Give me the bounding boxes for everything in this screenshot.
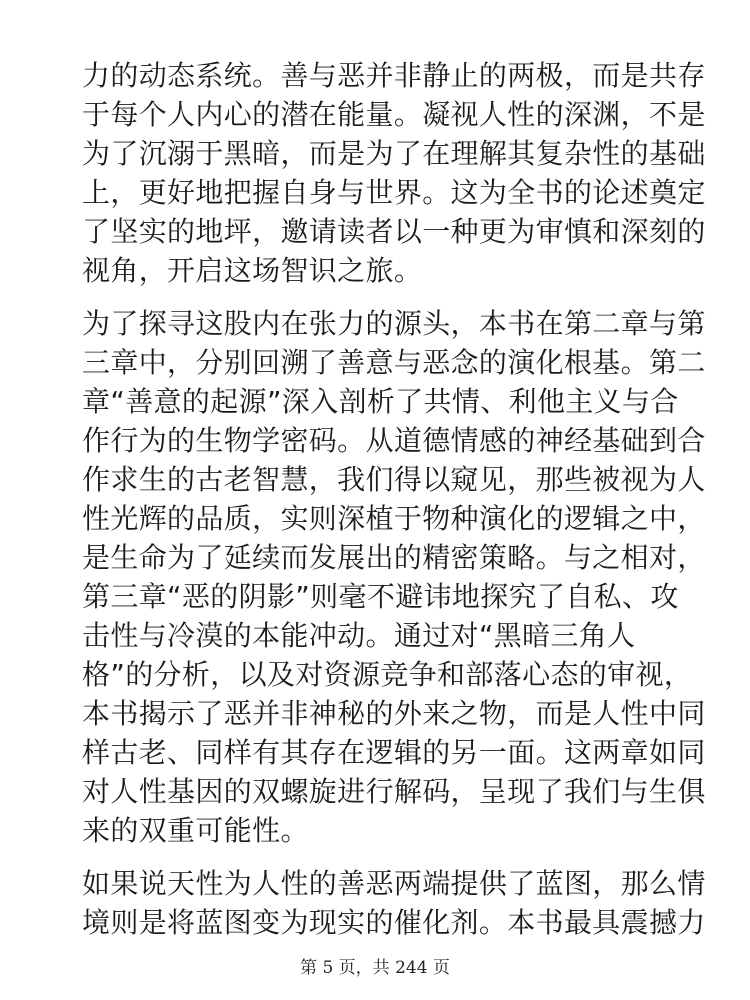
text-line: 来的双重可能性。 bbox=[82, 814, 309, 847]
text-line: 击性与冷漠的本能冲动。通过对“黑暗三角人 bbox=[82, 619, 636, 652]
current-page-number: 5 bbox=[322, 958, 334, 978]
page-footer bbox=[0, 956, 750, 980]
text-line: 性光辉的品质，实则深植于物种演化的逻辑之中， bbox=[82, 502, 706, 535]
text-line: 境则是将蓝图变为现实的催化剂。本书最具震撼力 bbox=[82, 906, 706, 939]
text-line: 章“善意的起源”深入剖析了共情、利他主义与合 bbox=[82, 385, 679, 418]
paragraph-1 bbox=[82, 56, 706, 290]
text-line: 了坚实的地坪，邀请读者以一种更为审慎和深刻的 bbox=[82, 215, 706, 248]
paragraph-3 bbox=[82, 864, 706, 942]
text-line: 对人性基因的双螺旋进行解码，呈现了我们与生俱 bbox=[82, 775, 706, 808]
text-line: 样古老、同样有其存在逻辑的另一面。这两章如同 bbox=[82, 736, 706, 769]
body-text bbox=[82, 56, 706, 956]
text-line: 视角，开启这场智识之旅。 bbox=[82, 254, 423, 287]
text-line: 为了沉溺于黑暗，而是为了在理解其复杂性的基础 bbox=[82, 137, 706, 170]
text-line: 力的动态系统。善与恶并非静止的两极，而是共存 bbox=[82, 59, 706, 92]
text-line: 三章中，分别回溯了善意与恶念的演化根基。第二 bbox=[82, 346, 706, 379]
text-line: 格”的分析，以及对资源竞争和部落心态的审视， bbox=[82, 658, 693, 691]
footer-suffix: 页 bbox=[427, 958, 450, 978]
total-page-count: 244 bbox=[395, 958, 428, 978]
text-line: 于每个人内心的潜在能量。凝视人性的深渊，不是 bbox=[82, 98, 706, 131]
text-line: 作行为的生物学密码。从道德情感的神经基础到合 bbox=[82, 424, 706, 457]
paragraph-2 bbox=[82, 304, 706, 850]
text-line: 如果说天性为人性的善恶两端提供了蓝图，那么情 bbox=[82, 867, 706, 900]
text-line: 为了探寻这股内在张力的源头，本书在第二章与第 bbox=[82, 307, 706, 340]
text-line: 本书揭示了恶并非神秘的外来之物，而是人性中同 bbox=[82, 697, 706, 730]
footer-middle: 页，共 bbox=[333, 958, 396, 978]
text-line: 第三章“恶的阴影”则毫不避讳地探究了自私、攻 bbox=[82, 580, 679, 613]
text-line: 是生命为了延续而发展出的精密策略。与之相对， bbox=[82, 541, 706, 574]
text-line: 上，更好地把握自身与世界。这为全书的论述奠定 bbox=[82, 176, 706, 209]
footer-prefix: 第 bbox=[300, 958, 323, 978]
text-line: 作求生的古老智慧，我们得以窥见，那些被视为人 bbox=[82, 463, 706, 496]
